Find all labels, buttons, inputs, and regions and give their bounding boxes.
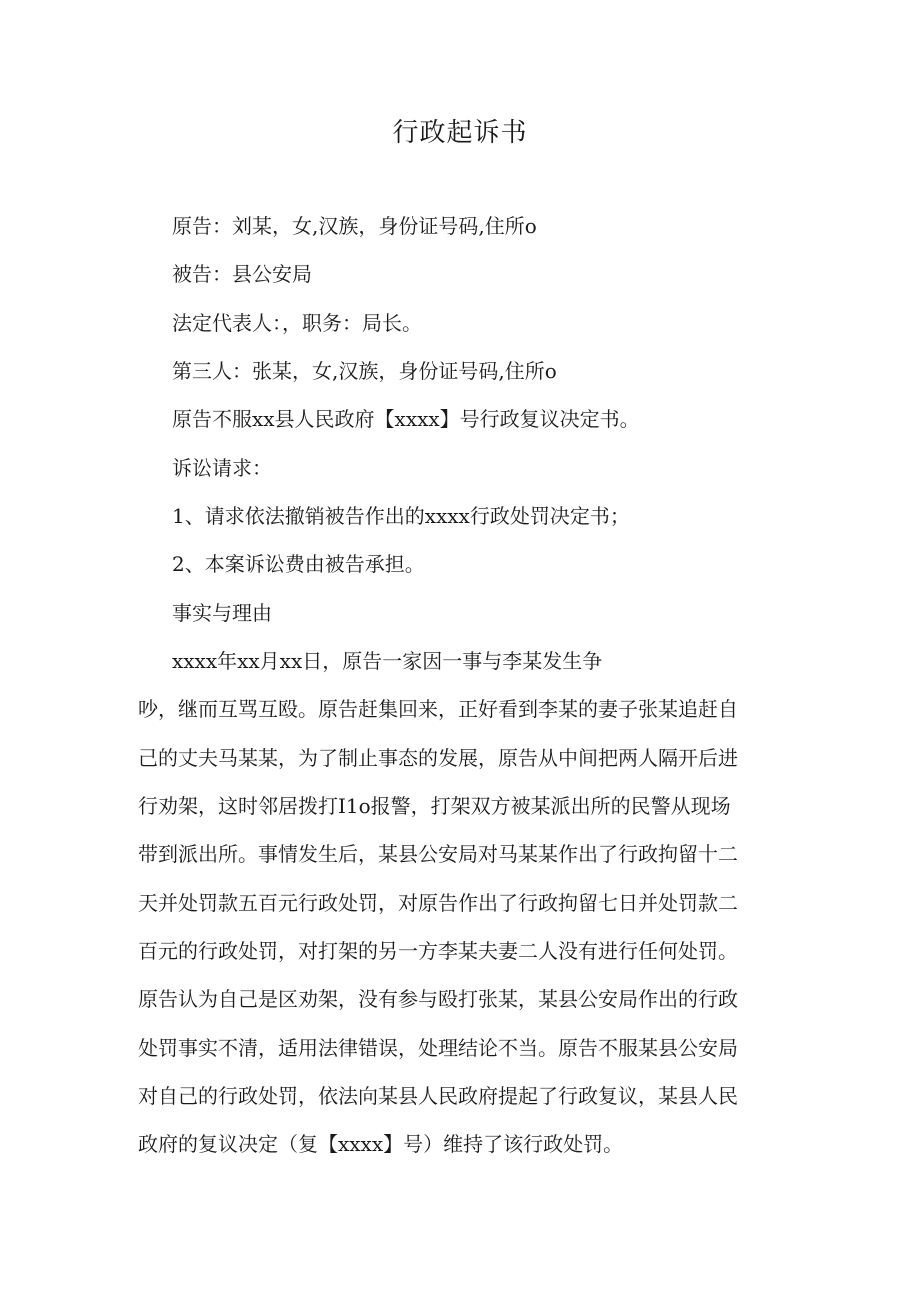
facts-paragraph-line: 处罚事实不清，适用法律错误，处理结论不当。原告不服某县公安局 [138,1036,738,1060]
defendant-line: 被告：县公安局 [172,262,312,286]
review-decision-line: 原告不服xx县人民政府【xxxx】号行政复议决定书。 [172,407,640,431]
facts-paragraph-line: 天并处罚款五百元行政处罚，对原告作出了行政拘留七日并处罚款二 [138,891,738,915]
facts-paragraph-line: 行劝架，这时邻居拨打I1o报警，打架双方被某派出所的民警从现场 [138,794,731,818]
facts-paragraph-line: 己的丈夫马某某，为了制止事态的发展，原告从中间把两人隔开后进 [138,746,738,770]
facts-paragraph-line: 带到派出所。事情发生后，某县公安局对马某某作出了行政拘留十二 [138,842,738,866]
facts-paragraph-line: 对自己的行政处罚，依法向某县人民政府提起了行政复议，某县人民 [138,1084,738,1108]
facts-heading: 事实与理由 [172,601,272,625]
facts-paragraph-line: xxxx年xx月xx日，原告一家因一事与李某发生争 [172,649,603,673]
claim-item-1: 1、请求依法撤销被告作出的xxxx行政处罚决定书； [172,504,630,528]
legal-representative-line: 法定代表人：，职务：局长。 [172,311,422,335]
claim-item-2: 2、本案诉讼费由被告承担。 [172,552,425,576]
facts-paragraph-line: 政府的复议决定（复【xxxx】号）维持了该行政处罚。 [138,1132,624,1156]
plaintiff-line: 原告：刘某，女,汉族，身份证号码,住所o [172,214,537,238]
claims-heading: 诉讼请求： [172,456,272,480]
facts-paragraph-line: 原告认为自己是区劝架，没有参与殴打张某，某县公安局作出的行政 [138,987,738,1011]
facts-paragraph-line: 吵，继而互骂互殴。原告赶集回来，正好看到李某的妻子张某追赶自 [138,697,738,721]
facts-paragraph-line: 百元的行政处罚，对打架的另一方李某夫妻二人没有进行任何处罚。 [138,939,738,963]
document-title: 行政起诉书 [392,118,528,148]
third-party-line: 第三人：张某，女,汉族，身份证号码,住所o [172,359,557,383]
